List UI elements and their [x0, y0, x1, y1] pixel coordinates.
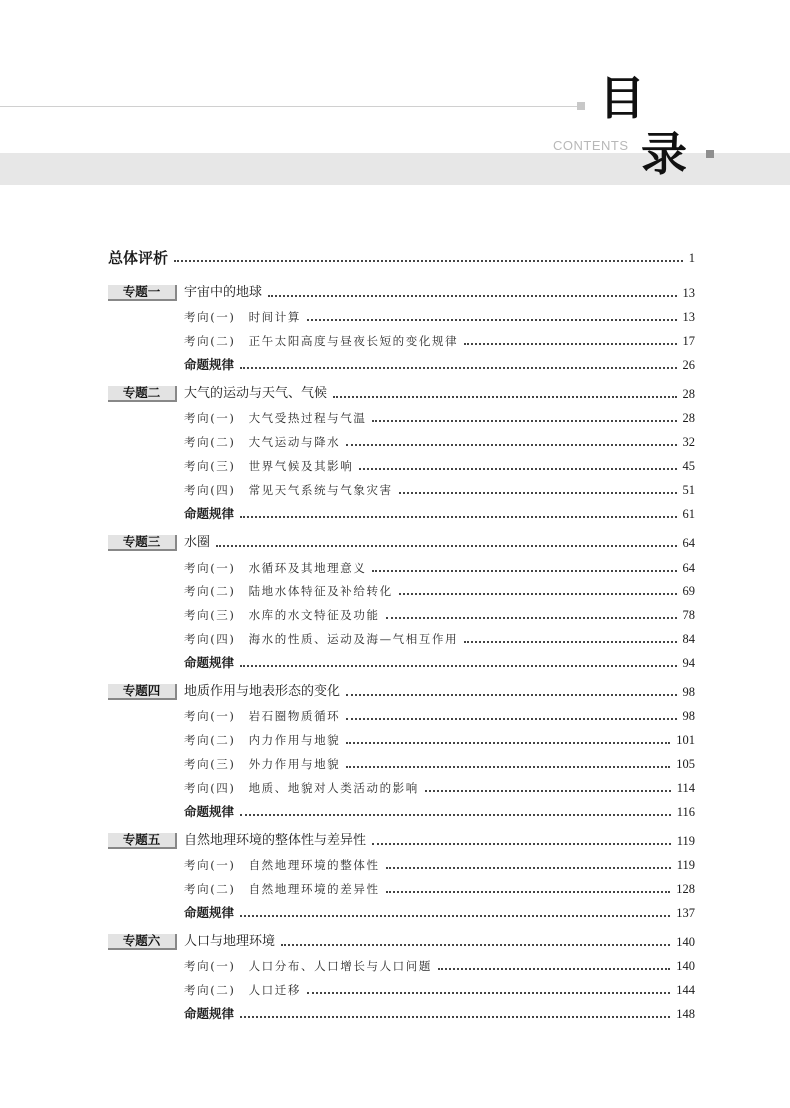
page-subtitle: CONTENTS — [553, 138, 629, 153]
dot-leader — [346, 444, 676, 446]
topic-badge: 专题一 — [108, 285, 177, 301]
dot-leader — [268, 295, 676, 297]
dot-leader — [307, 992, 670, 994]
toc-entry-topic[interactable] — [184, 828, 695, 850]
toc-page-number: 140 — [676, 935, 695, 949]
dot-leader — [240, 367, 676, 369]
topic-badge: 专题六 — [108, 934, 177, 950]
dot-leader — [399, 492, 677, 494]
toc-page-number: 69 — [682, 584, 695, 598]
toc-entry-pattern[interactable] — [184, 900, 695, 922]
toc-entry-title: 考向(一) 大气受热过程与气温 — [184, 411, 367, 425]
topic-badge: 专题四 — [108, 684, 177, 700]
toc-entry-topic[interactable] — [184, 929, 695, 951]
dot-leader — [240, 665, 676, 667]
toc-entry-title: 考向(一) 人口分布、人口增长与人口问题 — [184, 959, 432, 973]
toc-page-number: 84 — [682, 632, 695, 646]
toc-entry-sub[interactable] — [184, 751, 695, 773]
dot-leader — [372, 420, 676, 422]
topic-badge: 专题二 — [108, 386, 177, 402]
toc-page-number: 137 — [676, 906, 695, 920]
toc-entry-title: 考向(二) 自然地理环境的差异性 — [184, 882, 380, 896]
toc-entry-title: 考向(四) 常见天气系统与气象灾害 — [184, 483, 393, 497]
toc-entry-title: 地质作用与地表形态的变化 — [184, 684, 341, 699]
toc-page-number: 105 — [676, 757, 695, 771]
toc-entry-title: 考向(四) 地质、地貌对人类活动的影响 — [184, 781, 419, 795]
toc-entry-title: 总体评析 — [108, 249, 169, 267]
toc-page-number: 148 — [676, 1007, 695, 1021]
toc-entry-overview[interactable] — [108, 245, 695, 267]
header-square-marker-dark — [706, 150, 714, 158]
toc-entry-title: 水圈 — [184, 535, 211, 550]
toc-page-number: 13 — [682, 286, 695, 300]
header-square-marker — [577, 102, 585, 110]
toc-entry-sub[interactable] — [184, 977, 695, 999]
toc-entry-title: 考向(四) 海水的性质、运动及海—气相互作用 — [184, 632, 459, 646]
toc-entry-title: 命题规律 — [184, 655, 235, 670]
toc-page-number: 51 — [682, 483, 695, 497]
toc-page-number: 61 — [682, 507, 695, 521]
dot-leader — [333, 396, 676, 398]
toc-page-number: 64 — [682, 561, 695, 575]
toc-entry-topic[interactable] — [184, 280, 695, 302]
toc-page-number: 144 — [676, 983, 695, 997]
toc-entry-title: 考向(二) 人口迁移 — [184, 983, 301, 997]
toc-entry-title: 考向(一) 时间计算 — [184, 310, 301, 324]
toc-entry-title: 命题规律 — [184, 804, 235, 819]
toc-entry-title: 考向(一) 水循环及其地理意义 — [184, 561, 367, 575]
toc-entry-pattern[interactable] — [184, 501, 695, 523]
toc-page-number: 32 — [682, 435, 695, 449]
toc-entry-sub[interactable] — [184, 477, 695, 499]
toc-page-number: 116 — [676, 805, 695, 819]
dot-leader — [346, 718, 676, 720]
toc-entry-title: 考向(三) 水库的水文特征及功能 — [184, 608, 380, 622]
toc-page-number: 94 — [682, 656, 695, 670]
toc-entry-sub[interactable] — [184, 953, 695, 975]
toc-page-number: 45 — [682, 459, 695, 473]
toc-entry-sub[interactable] — [184, 578, 695, 600]
toc-entry-title: 自然地理环境的整体性与差异性 — [184, 833, 367, 848]
dot-leader — [346, 694, 676, 696]
toc-entry-title: 人口与地理环境 — [184, 934, 276, 949]
toc-entry-topic[interactable] — [184, 530, 695, 552]
dot-leader — [386, 891, 671, 893]
dot-leader — [464, 343, 676, 345]
dot-leader — [359, 468, 676, 470]
toc-page-number: 64 — [682, 536, 695, 550]
toc-entry-sub[interactable] — [184, 453, 695, 475]
dot-leader — [438, 968, 670, 970]
toc-entry-title: 命题规律 — [184, 357, 235, 372]
dot-leader — [425, 790, 671, 792]
toc-entry-title: 命题规律 — [184, 506, 235, 521]
toc-entry-topic[interactable] — [184, 381, 695, 403]
toc-entry-title: 考向(二) 内力作用与地貌 — [184, 733, 341, 747]
toc-page-number: 114 — [676, 781, 695, 795]
toc-entry-sub[interactable] — [184, 304, 695, 326]
toc-page-number: 28 — [682, 387, 695, 401]
toc-entry-title: 考向(二) 陆地水体特征及补给转化 — [184, 584, 393, 598]
toc-entry-sub[interactable] — [184, 775, 695, 797]
toc-page-number: 17 — [682, 334, 695, 348]
header-rule — [0, 106, 578, 107]
toc-entry-sub[interactable] — [184, 328, 695, 350]
toc-entry-pattern[interactable] — [184, 799, 695, 821]
dot-leader — [240, 1016, 670, 1018]
toc-entry-title: 大气的运动与天气、气候 — [184, 386, 328, 401]
dot-leader — [386, 617, 677, 619]
dot-leader — [346, 742, 670, 744]
topic-badge: 专题五 — [108, 833, 177, 849]
toc-page-number: 101 — [676, 733, 695, 747]
toc-entry-pattern[interactable] — [184, 1001, 695, 1023]
dot-leader — [240, 915, 670, 917]
toc-entry-pattern[interactable] — [184, 352, 695, 374]
toc-entry-sub[interactable] — [184, 876, 695, 898]
toc-entry-title: 考向(三) 世界气候及其影响 — [184, 459, 354, 473]
toc-page-number: 98 — [682, 685, 695, 699]
dot-leader — [281, 944, 670, 946]
toc-entry-title: 宇宙中的地球 — [184, 285, 263, 300]
dot-leader — [216, 545, 676, 547]
dot-leader — [307, 319, 677, 321]
toc-page-number: 98 — [682, 709, 695, 723]
toc-entry-sub[interactable] — [184, 602, 695, 624]
toc-entry-pattern[interactable] — [184, 650, 695, 672]
toc-page-number: 26 — [682, 358, 695, 372]
toc-entry-sub[interactable] — [184, 703, 695, 725]
page-title-char-2: 录 — [641, 127, 687, 181]
page-title-char-1: 目 — [599, 71, 645, 125]
toc-page-number: 119 — [676, 834, 695, 848]
toc-entry-sub[interactable] — [184, 852, 695, 874]
dot-leader — [399, 593, 677, 595]
toc-entry-title: 命题规律 — [184, 1006, 235, 1021]
toc-page-number: 128 — [676, 882, 695, 896]
toc-page-number: 78 — [682, 608, 695, 622]
toc-entry-title: 命题规律 — [184, 905, 235, 920]
toc-page-number: 13 — [682, 310, 695, 324]
topic-badge: 专题三 — [108, 535, 177, 551]
toc-entry-sub[interactable] — [184, 555, 695, 577]
dot-leader — [464, 641, 676, 643]
dot-leader — [174, 260, 683, 262]
dot-leader — [386, 867, 671, 869]
toc-entry-sub[interactable] — [184, 429, 695, 451]
toc-entry-topic[interactable] — [184, 679, 695, 701]
dot-leader — [240, 516, 676, 518]
toc-entry-sub[interactable] — [184, 727, 695, 749]
toc-page-number: 119 — [676, 858, 695, 872]
toc-page-number: 140 — [676, 959, 695, 973]
dot-leader — [372, 570, 676, 572]
dot-leader — [346, 766, 670, 768]
toc-page-number: 28 — [682, 411, 695, 425]
dot-leader — [240, 814, 671, 816]
toc-entry-title: 考向(二) 正午太阳高度与昼夜长短的变化规律 — [184, 334, 459, 348]
toc-page-number: 1 — [688, 251, 695, 265]
toc-entry-title: 考向(三) 外力作用与地貌 — [184, 757, 341, 771]
dot-leader — [372, 843, 671, 845]
toc-entry-title: 考向(二) 大气运动与降水 — [184, 435, 341, 449]
toc-entry-sub[interactable] — [184, 405, 695, 427]
toc-entry-sub[interactable] — [184, 626, 695, 648]
toc-entry-title: 考向(一) 自然地理环境的整体性 — [184, 858, 380, 872]
toc-entry-title: 考向(一) 岩石圈物质循环 — [184, 709, 341, 723]
